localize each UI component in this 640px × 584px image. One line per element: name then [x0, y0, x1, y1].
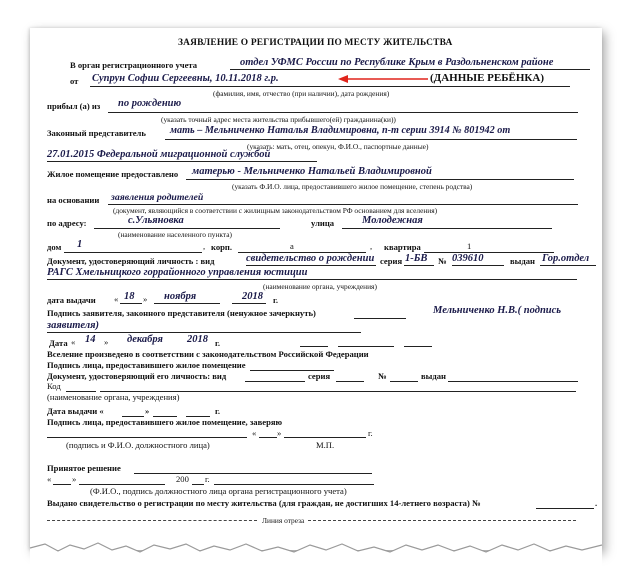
issued-cont-underline	[47, 279, 577, 280]
arrived-underline	[108, 112, 578, 113]
decision-label: Принятое решение	[47, 463, 121, 473]
representative-value-cont: 27.01.2015 Федеральной миграционной службой	[47, 149, 271, 160]
applicant-from-label: от	[70, 76, 79, 86]
issue-date-label: дата выдачи	[47, 295, 96, 305]
representative-value: мать – Мельниченко Наталья Владимировна, п-т серии 3914 № 801942 от	[170, 125, 511, 136]
cut-line-left	[47, 520, 257, 521]
issued-value: Гор.отдел	[542, 253, 590, 264]
annotation-arrow-icon	[338, 74, 430, 84]
cut-line-right	[308, 520, 576, 521]
sign-date-label: Дата	[49, 338, 68, 348]
representative-cont-underline	[47, 161, 317, 162]
signature-cont-underline	[47, 332, 361, 333]
issue-month-underline	[154, 303, 220, 304]
provider-hint: (указать Ф.И.О. лица, предоставившего жилое помещение, степень родства)	[232, 182, 473, 191]
official-signature-hint: (подпись и Ф.И.О. должностного лица)	[66, 440, 210, 450]
organ-value: отдел УФМС России по Республике Крым в Раздольненском районе	[240, 57, 554, 68]
representative-underline	[165, 139, 577, 140]
korp-label: корп.	[211, 242, 233, 252]
address-city: с.Ульяновка	[128, 215, 184, 226]
applicant-underline	[90, 86, 570, 87]
issued-value-cont: РАГС Хмельницкого горрайонного управления юстиции	[47, 267, 308, 278]
apartment-label: квартира	[384, 242, 421, 252]
issue-month: ноября	[164, 291, 197, 302]
house-label: дом	[47, 242, 62, 252]
address-street: Молодежная	[362, 215, 423, 226]
document-type: свидетельство о рождении	[246, 253, 375, 264]
korp-value: а	[290, 241, 294, 251]
series-underline	[404, 265, 434, 266]
apartment-underline	[424, 252, 554, 253]
number-label: №	[438, 256, 447, 266]
street-label: улица	[311, 218, 335, 228]
series-label: серия	[380, 256, 403, 266]
basis-hint: (документ, являющийся в соответствии с жилищным законодательством РФ основанием для вселения)	[113, 206, 438, 215]
arrived-hint: (указать точный адрес места жительства прибывшего(ей) гражданина(ки))	[161, 115, 396, 124]
series-value: 1-БВ	[405, 253, 428, 264]
provider-value: матерью - Мельниченко Натальей Владимировной	[192, 166, 432, 177]
basis-value: заявления родителей	[111, 192, 204, 203]
sign-year: 2018	[187, 334, 208, 345]
provider-document-label: Документ, удостоверяющий его личность: вид	[47, 371, 227, 381]
signature-short-underline	[354, 318, 406, 319]
document-label: Документ, удостоверяющий личность : вид	[47, 256, 215, 266]
organ-underline	[230, 69, 590, 70]
city-hint: (наименование населенного пункта)	[118, 230, 232, 239]
issue-year: 2018	[242, 291, 263, 302]
issue-day-underline	[120, 303, 142, 304]
number-underline	[452, 265, 504, 266]
signature-value-cont: заявителя)	[47, 320, 100, 331]
arrived-value: по рождению	[118, 98, 182, 109]
provider-underline	[186, 179, 574, 180]
applicant-value: Супрун Софии Сергеевны, 10.11.2018 г.р.	[92, 73, 279, 84]
issued-underline	[540, 265, 596, 266]
house-value: 1	[77, 239, 83, 250]
basis-label: на основании	[47, 195, 100, 205]
document-type-underline	[246, 265, 376, 266]
organ-hint: (наименование органа, учреждения)	[47, 392, 180, 402]
stamp-label: М.П.	[316, 440, 335, 450]
organ-label: В орган регистрационного учета	[70, 60, 198, 70]
issue-year-underline	[232, 303, 266, 304]
apartment-value: 1	[467, 241, 472, 251]
signature-value: Мельниченко Н.В.( подпись	[433, 305, 562, 316]
cut-line-label: Линия отреза	[262, 516, 305, 525]
sign-month: декабря	[127, 334, 163, 345]
signature-label: Подпись заявителя, законного представителя (ненужное зачеркнуть)	[47, 308, 316, 318]
provider-label: Жилое помещение предоставлено	[47, 169, 179, 179]
child-data-annotation: (ДАННЫЕ РЕБЁНКА)	[430, 72, 544, 84]
certify-label: Подпись лица, предоставившего жилое помещение, заверяю	[47, 417, 283, 427]
applicant-hint: (фамилия, имя, отчество (при наличии), дата рождения)	[213, 89, 390, 98]
representative-label: Законный представитель	[47, 128, 146, 138]
code-label: Код	[47, 381, 61, 391]
house-underline	[64, 252, 202, 253]
issued-hint: (наименование органа, учреждения)	[263, 282, 377, 291]
representative-hint: (указать: мать, отец, опекун, Ф.И.О., паспортные данные)	[247, 142, 429, 151]
provider-signature-label: Подпись лица, предоставившего жилое помещение	[47, 360, 246, 370]
number-value: 039610	[452, 253, 484, 264]
street-underline	[342, 228, 552, 229]
decision-hint: (Ф.И.О., подпись должностного лица органа регистрационного учета)	[90, 486, 347, 496]
settlement-note: Вселение произведено в соответствии с законодательством Российской Федерации	[47, 349, 369, 359]
arrived-label: прибыл (а) из	[47, 101, 101, 111]
address-label: по адресу:	[47, 218, 87, 228]
issued-label: выдан	[510, 256, 535, 266]
provider-issue-date-label: Дата выдачи «	[47, 406, 104, 416]
certificate-issued-label: Выдано свидетельство о регистрации по месту жительства (для граждан, не достигших 14-летнего возраста) №	[47, 498, 481, 508]
form-title: ЗАЯВЛЕНИЕ О РЕГИСТРАЦИИ ПО МЕСТУ ЖИТЕЛЬСТВА	[178, 38, 453, 48]
issue-day: 18	[124, 291, 135, 302]
sign-day: 14	[85, 334, 96, 345]
